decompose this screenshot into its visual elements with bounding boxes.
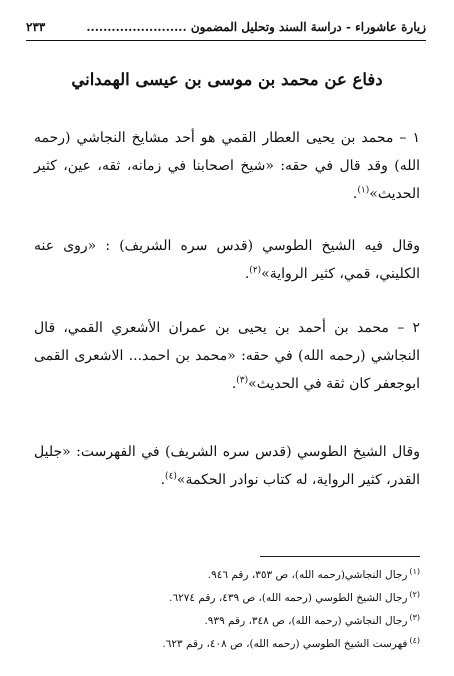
footnotes-list: [34, 564, 420, 656]
footnote-item: [34, 564, 420, 587]
footnote-item: [34, 587, 420, 610]
paragraph-text: ٢ – محمد بن أحمد بن يحيى بن عمران الأشعري القمي، قال النجاشي (رحمه الله) في حقه: «محمد بن احمد... الاشعرى القمى ابوجعفر كان ثقة في الحديث»: [34, 320, 420, 392]
running-title-group: [86, 20, 426, 34]
footnote-ref-1[interactable]: (١): [357, 185, 370, 196]
page-number: ٢٣٣: [26, 20, 46, 34]
footnote-text: رجال النجاشي(رحمه الله)، ص ٣٥٣، رقم ٩٤٦.: [207, 569, 408, 581]
footnote-text: فهرست الشيخ الطوسي (رحمه الله)، ص ٤٠٨، رقم ٦٢٣.: [162, 638, 408, 650]
footnote-number: (١): [409, 566, 420, 576]
paragraph-3: [34, 314, 420, 398]
section-title: دفاع عن محمد بن موسى بن عيسى الهمداني: [71, 70, 383, 89]
paragraph-text: وقال الشيخ الطوسي (قدس سره الشريف) في الفهرست: «جليل القدر، كثير الرواية، له كتاب نوادر الحكمة»: [34, 444, 420, 488]
footnote-item: [34, 610, 420, 633]
footnote-ref-2[interactable]: (٢): [249, 265, 262, 276]
paragraph-2: [34, 232, 420, 288]
running-header: [26, 16, 426, 38]
footnote-text: رجال الشيخ الطوسي (رحمه الله)، ص ٤٣٩، رقم ٦٢٧٤.: [169, 592, 408, 604]
footnote-number: (٤): [409, 635, 420, 645]
paragraph-end: .: [231, 376, 237, 392]
footnote-divider: [260, 556, 420, 557]
header-divider: [26, 40, 426, 41]
paragraph-end: .: [352, 186, 358, 202]
footnote-number: (٣): [409, 612, 420, 622]
footnote-ref-3[interactable]: (٣): [236, 375, 249, 386]
paragraph-end: .: [244, 266, 250, 282]
footnote-number: (٢): [409, 589, 420, 599]
footnote-ref-4[interactable]: (٤): [165, 471, 177, 482]
running-title: زيارة عاشوراء - دراسة السند وتحليل المضمون: [190, 20, 426, 34]
paragraph-text: وقال فيه الشيخ الطوسي (قدس سره الشريف) : «روى عنه الكليني، قمي، كثير الرواية»: [34, 238, 420, 282]
footnote-item: [34, 633, 420, 656]
paragraph-text: ١ – محمد بن يحيى العطار القمي هو أحد مشايخ النجاشي (رحمه الله) وقد قال في حقه: «شيخ اصحابنا في زمانه، ثقه، عين، كثير الحديث»: [34, 130, 420, 202]
paragraph-end: .: [160, 472, 166, 488]
paragraph-4: [34, 438, 420, 494]
header-leader-dots: ........................: [86, 20, 187, 34]
paragraph-1: [34, 124, 420, 208]
footnote-text: رجال النجاشي (رحمه الله)، ص ٣٤٨، رقم ٩٣٩.: [204, 615, 408, 627]
